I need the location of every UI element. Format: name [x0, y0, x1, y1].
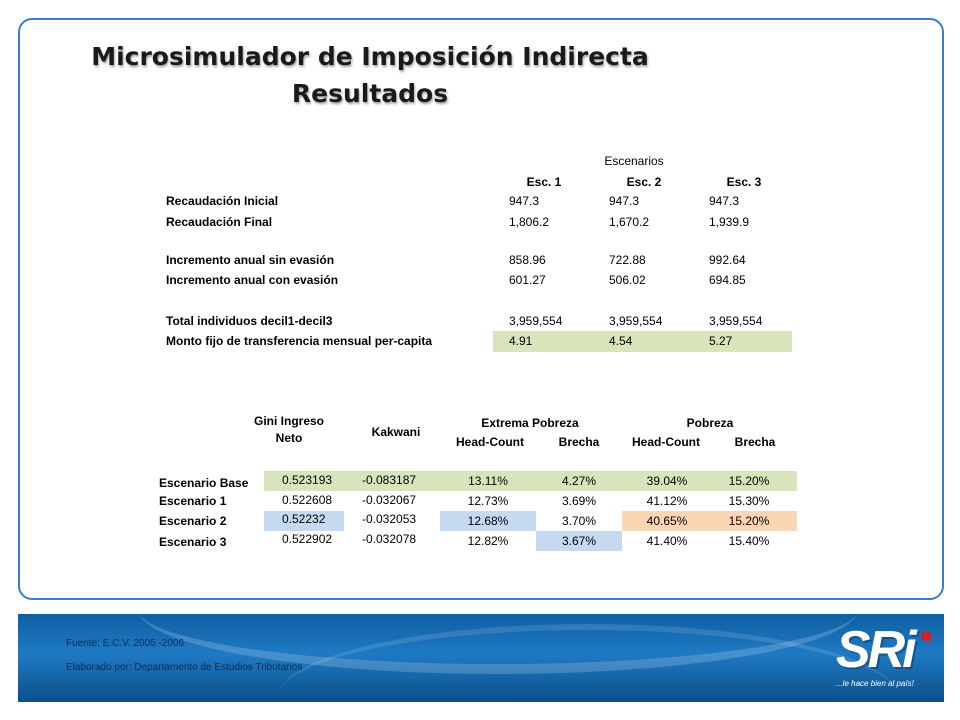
table-cell: 40.65% [646, 514, 688, 528]
logo-accent [921, 631, 933, 643]
table-cell: 5.27 [709, 334, 733, 348]
table-cell: 0.52232 [282, 512, 326, 526]
table-cell: 15.40% [728, 534, 770, 548]
table-cell: 0.522902 [282, 532, 333, 546]
header-head-count: Head-Count [632, 435, 700, 449]
table-cell: 947.3 [709, 194, 740, 208]
author-note: Elaborado por: Departamento de Estudios Tributarios [66, 662, 303, 673]
row-label: Escenario 2 [159, 514, 227, 528]
table-cell: 858.96 [509, 253, 546, 267]
column-header-esc1: Esc. 1 [526, 175, 562, 189]
table-cell: 3,959,554 [609, 314, 663, 328]
table-cell: 3.67% [561, 534, 597, 548]
table-cell: 4.54 [609, 334, 633, 348]
row-label: Monto fijo de transferencia mensual per-capita [166, 334, 433, 348]
table-cell: 12.68% [467, 514, 509, 528]
table-cell: 4.27% [561, 474, 597, 488]
table-cell: -0.032053 [362, 512, 417, 526]
table-cell: -0.032067 [362, 493, 417, 507]
table-cell: 41.40% [646, 534, 688, 548]
logo-slogan: ...le hace bien al país! [836, 679, 914, 688]
table-cell: 1,806.2 [509, 215, 550, 229]
table-cell: 506.02 [609, 273, 646, 287]
row-label: Recaudación Final [166, 215, 273, 229]
table-cell: 722.88 [609, 253, 646, 267]
table-cell: 12.82% [467, 534, 509, 548]
row-label: Escenario Base [159, 476, 249, 490]
table-cell: 15.20% [728, 474, 770, 488]
row-label: Total individuos decil1-decil3 [166, 314, 333, 328]
header-head-count: Head-Count [456, 435, 524, 449]
table-cell: -0.032078 [362, 532, 417, 546]
table-cell: 3.69% [561, 494, 597, 508]
table-cell: 13.11% [468, 474, 508, 488]
header-extrema-pobreza: Extrema Pobreza [481, 416, 579, 430]
table-cell: 1,670.2 [609, 215, 650, 229]
table-cell: 1,939.9 [709, 215, 750, 229]
header-gini-line2: Neto [275, 431, 303, 445]
scenarios-group-header: Escenarios [604, 154, 664, 168]
header-brecha: Brecha [558, 435, 600, 449]
logo-text: SRi [836, 621, 914, 679]
sri-logo [836, 618, 946, 698]
header-kakwani: Kakwani [371, 425, 421, 439]
table-cell: 3.70% [561, 514, 597, 528]
table-cell: 947.3 [609, 194, 640, 208]
source-note: Fuente: E.C.V. 2005 -2006 [66, 638, 185, 649]
page-title: Microsimulador de Imposición Indirecta [91, 42, 649, 71]
header-brecha: Brecha [734, 435, 776, 449]
table-cell: 39.04% [646, 474, 688, 488]
table-cell: 601.27 [509, 273, 546, 287]
table-cell: 4.91 [509, 334, 533, 348]
table-cell: 694.85 [709, 273, 746, 287]
page-subtitle: Resultados [291, 79, 449, 108]
row-label: Incremento anual sin evasión [166, 253, 335, 267]
column-header-esc2: Esc. 2 [626, 175, 662, 189]
table-cell: 12.73% [467, 494, 509, 508]
table-cell: 0.523193 [282, 473, 333, 487]
row-label: Escenario 1 [159, 494, 227, 508]
highlight-band [493, 331, 792, 352]
footer-band [18, 614, 944, 702]
table-cell: 0.522608 [282, 493, 333, 507]
row-label: Escenario 3 [159, 535, 227, 549]
table-cell: 3,959,554 [709, 314, 763, 328]
row-label: Recaudación Inicial [166, 194, 279, 208]
row-label: Incremento anual con evasión [166, 273, 339, 287]
table-cell: 947.3 [509, 194, 540, 208]
header-gini: Gini Ingreso [254, 414, 325, 428]
table-cell: 15.20% [728, 514, 770, 528]
table-cell: 992.64 [709, 253, 746, 267]
table-cell: -0.083187 [362, 473, 417, 487]
header-pobreza: Pobreza [686, 416, 734, 430]
table-cell: 41.12% [646, 494, 688, 508]
table-cell: 15.30% [728, 494, 770, 508]
table-cell: 3,959,554 [509, 314, 563, 328]
column-header-esc3: Esc. 3 [726, 175, 762, 189]
